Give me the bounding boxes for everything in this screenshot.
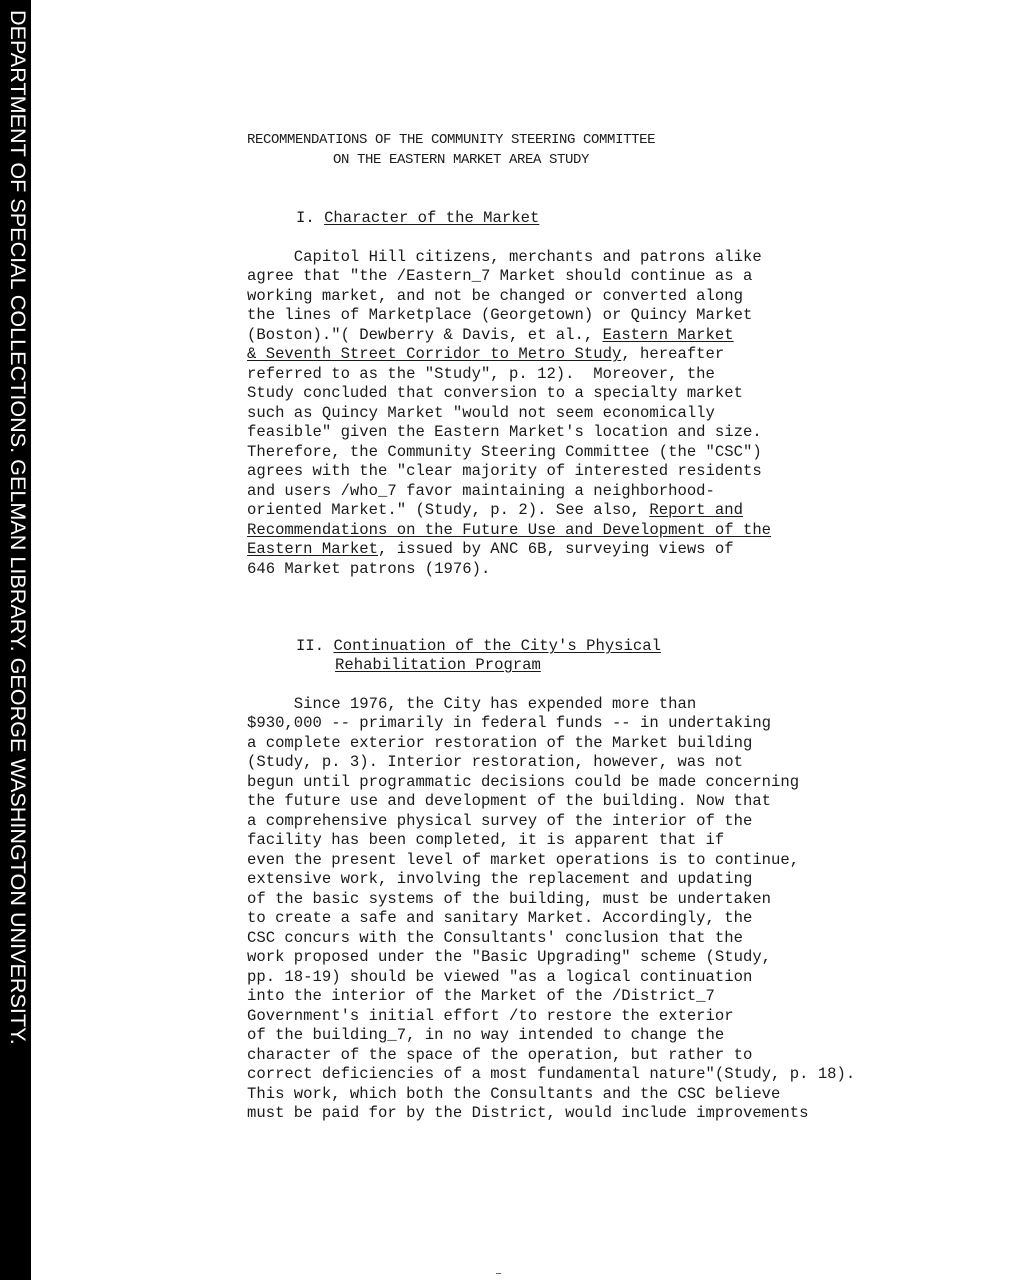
section-2-line: This work, which both the Consultants and the CSC believe	[247, 1085, 781, 1103]
section-1-line: the lines of Marketplace (Georgetown) or Quincy Market	[247, 306, 753, 324]
section-2-line: a comprehensive physical survey of the interior of the	[247, 812, 753, 830]
section-2-line: Since 1976, the City has expended more than	[247, 695, 697, 713]
section-1-line	[247, 540, 734, 560]
section-2-line: of the building_7, in no way intended to change the	[247, 1026, 725, 1044]
section-2-line: into the interior of the Market of the /District_7	[247, 987, 715, 1005]
section-2-line: a complete exterior restoration of the Market building	[247, 734, 753, 752]
section-1-number: I.	[296, 209, 315, 227]
section-1-line: Capitol Hill citizens, merchants and patrons alike	[247, 248, 762, 266]
archive-credit-text: DEPARTMENT OF SPECIAL COLLECTIONS. GELMAN LIBRARY. GEORGE WASHINGTON UNIVERSITY.	[6, 10, 31, 1045]
section-1-title: Character of the Market	[324, 209, 540, 227]
section-1-line	[247, 326, 734, 346]
section-1-line: Therefore, the Community Steering Committee (the "CSC")	[247, 443, 762, 461]
section-1-line: agree that "the /Eastern_7 Market should continue as a	[247, 267, 753, 285]
section-1-line	[247, 501, 743, 521]
section-1-line: feasible" given the Eastern Market's location and size.	[247, 423, 762, 441]
section-2-title-line-1: Continuation of the City's Physical	[333, 637, 661, 655]
cited-study-title-cont: & Seventh Street Corridor to Metro Study	[247, 345, 622, 363]
section-2-line: character of the space of the operation, but rather to	[247, 1046, 753, 1064]
section-2-line: CSC concurs with the Consultants' conclusion that the	[247, 929, 743, 947]
section-1-text: (Boston)."( Dewberry & Davis, et al.,	[247, 326, 603, 344]
section-2-line: (Study, p. 3). Interior restoration, however, was not	[247, 753, 743, 771]
section-1-text: , issued by ANC 6B, surveying views of	[378, 540, 734, 558]
section-2-line: to create a safe and sanitary Market. Accordingly, the	[247, 909, 753, 927]
section-1-line: 646 Market patrons (1976).	[247, 560, 491, 578]
section-1-line: Study concluded that conversion to a specialty market	[247, 384, 743, 402]
section-1-line: agrees with the "clear majority of interested residents	[247, 462, 762, 480]
document-title-line-1: RECOMMENDATIONS OF THE COMMUNITY STEERING COMMITTEE	[247, 132, 656, 148]
cited-report-title-end: Eastern Market	[247, 540, 379, 558]
cited-study-title: Eastern Market	[602, 326, 734, 344]
section-2-heading	[296, 637, 661, 657]
page-mark	[496, 1273, 501, 1274]
section-2-line: begun until programmatic decisions could be made concerning	[247, 773, 800, 791]
section-2-line: of the basic systems of the building, must be undertaken	[247, 890, 772, 908]
cited-report-title-cont: Recommendations on the Future Use and Development of the	[247, 521, 772, 539]
section-2-line: Government's initial effort /to restore the exterior	[247, 1007, 734, 1025]
section-2-line: extensive work, involving the replacement and updating	[247, 870, 753, 888]
section-1-line	[247, 345, 724, 365]
section-2-line: facility has been completed, it is apparent that if	[247, 831, 725, 849]
document-title-line-2: ON THE EASTERN MARKET AREA STUDY	[333, 152, 590, 168]
section-1-line: and users /who_7 favor maintaining a neighborhood-	[247, 482, 715, 500]
section-2-line: even the present level of market operations is to continue,	[247, 851, 800, 869]
section-1-line: working market, and not be changed or converted along	[247, 287, 743, 305]
section-1-line: referred to as the "Study", p. 12). Moreover, the	[247, 365, 715, 383]
section-1-heading	[296, 209, 539, 229]
section-2-line: the future use and development of the building. Now that	[247, 792, 772, 810]
section-2-line: must be paid for by the District, would include improvements	[247, 1104, 809, 1122]
section-1-line: such as Quincy Market "would not seem economically	[247, 404, 715, 422]
section-2-line: pp. 18-19) should be viewed "as a logical continuation	[247, 968, 753, 986]
section-2-number: II.	[296, 637, 325, 655]
section-2-line: $930,000 -- primarily in federal funds -- in undertaking	[247, 714, 772, 732]
cited-report-title: Report and	[649, 501, 743, 519]
section-1-text: oriented Market." (Study, p. 2). See also,	[247, 501, 650, 519]
section-2-title-line-2: Rehabilitation Program	[335, 656, 541, 674]
section-2-line: work proposed under the "Basic Upgrading" scheme (Study,	[247, 948, 772, 966]
section-1-text: , hereafter	[621, 345, 725, 363]
section-2-line: correct deficiencies of a most fundamental nature"(Study, p. 18).	[247, 1065, 856, 1083]
